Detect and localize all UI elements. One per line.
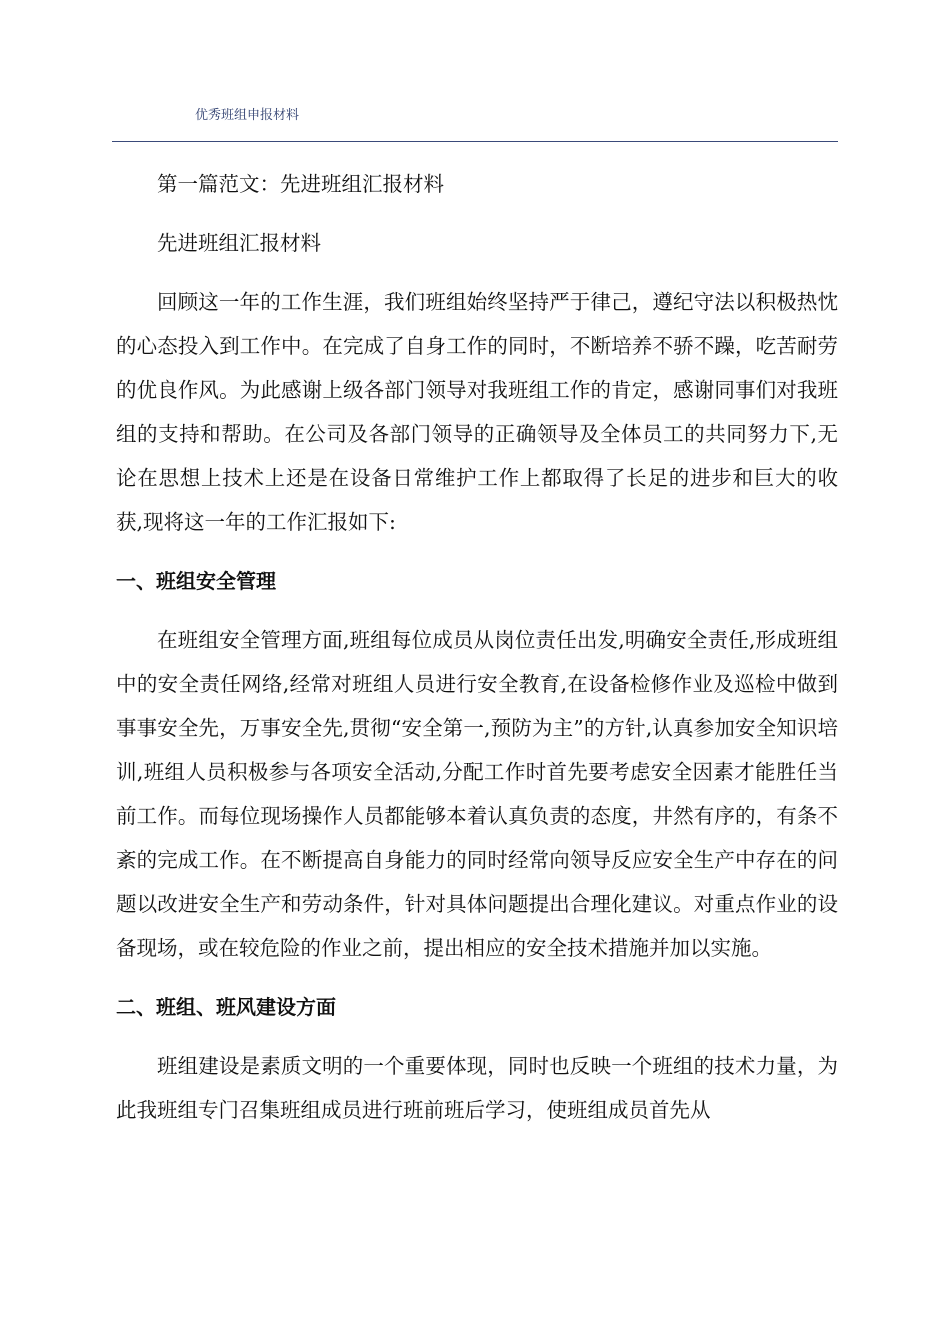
- header-divider: [112, 141, 838, 142]
- safety-paragraph: 在班组安全管理方面,班组每位成员从岗位责任出发,明确安全责任,形成班组中的安全责任网络,经常对班组人员进行安全教育,在设备检修作业及巡检中做到事事安全先，万事安全先,贯彻“安全第一,预防为主”的方针,认真参加安全知识培训,班组人员积极参与各项安全活动,分配工作时首先要考虑安全因素才能胜任当前工作。而每位现场操作人员都能够本着认真负责的态度，井然有序的，有条不紊的完成工作。在不断提高自身能力的同时经常向领导反应安全生产中存在的问题以改进安全生产和劳动条件，针对具体问题提出合理化建议。对重点作业的设备现场，或在较危险的作业之前，提出相应的安全技术措施并加以实施。: [116, 628, 838, 960]
- document-body: [116, 162, 838, 1132]
- page-header-title: 优秀班组申报材料: [194, 108, 299, 123]
- section-heading-safety: 一、班组安全管理: [116, 569, 276, 593]
- section-heading-team-building: 二、班组、班风建设方面: [116, 995, 336, 1019]
- article-subtitle-2: 先进班组汇报材料: [157, 231, 321, 255]
- intro-paragraph: 回顾这一年的工作生涯，我们班组始终坚持严于律己，遵纪守法以积极热忱的心态投入到工作中。在完成了自身工作的同时，不断培养不骄不躁，吃苦耐劳的优良作风。为此感谢上级各部门领导对我班组工作的肯定，感谢同事们对我班组的支持和帮助。在公司及各部门领导的正确领导及全体员工的共同努力下,无论在思想上技术上还是在设备日常维护工作上都取得了长足的进步和巨大的收获,现将这一年的工作汇报如下:: [116, 290, 838, 534]
- article-subtitle-1: 第一篇范文：先进班组汇报材料: [157, 172, 444, 196]
- team-building-paragraph: 班组建设是素质文明的一个重要体现，同时也反映一个班组的技术力量，为此我班组专门召集班组成员进行班前班后学习，使班组成员首先从: [116, 1054, 838, 1122]
